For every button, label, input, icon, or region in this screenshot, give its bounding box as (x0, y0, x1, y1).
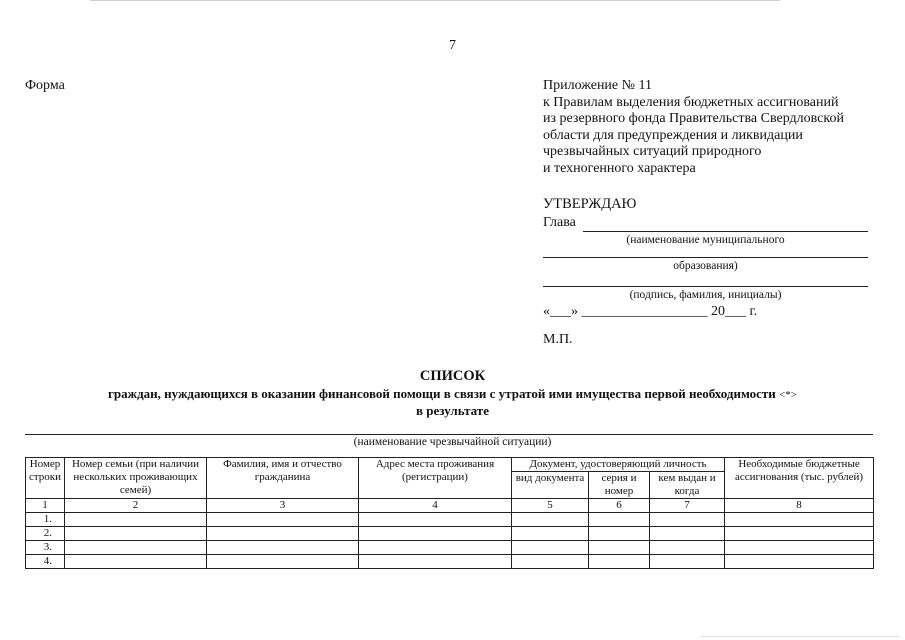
table-cell (65, 527, 207, 541)
table-cell (359, 513, 512, 527)
municipality-caption: (наименование муниципального (626, 234, 785, 246)
header-doc-series: серия и номер (589, 472, 650, 499)
municipality-caption-cont: образования) (673, 260, 738, 272)
table-cell (725, 555, 874, 569)
header-budget: Необходимые бюджетные ассигнования (тыс. рублей) (725, 458, 874, 499)
table-cell (725, 513, 874, 527)
municipality-line (543, 257, 868, 258)
table-cell (650, 513, 725, 527)
table-cell (65, 513, 207, 527)
citizens-table (25, 457, 874, 569)
form-label: Форма (25, 78, 65, 93)
table-cell (725, 527, 874, 541)
column-number: 2 (65, 499, 207, 513)
column-number: 1 (26, 499, 65, 513)
head-name-line (583, 231, 868, 232)
header-row-number: Номер строки (26, 458, 65, 499)
table-cell (207, 527, 359, 541)
table-cell (65, 555, 207, 569)
column-number: 3 (207, 499, 359, 513)
table-row (26, 541, 874, 555)
table-cell (512, 513, 589, 527)
table-cell (65, 541, 207, 555)
appendix-line: к Правилам выделения бюджетных ассигнований (543, 94, 839, 110)
column-number: 8 (725, 499, 874, 513)
header-family-number: Номер семьи (при наличии нескольких проживающих семей) (65, 458, 207, 499)
header-full-name: Фамилия, имя и отчество гражданина (207, 458, 359, 499)
table-cell (589, 513, 650, 527)
page-number: 7 (449, 38, 456, 53)
table-cell (207, 541, 359, 555)
table-cell (512, 555, 589, 569)
table-cell (650, 555, 725, 569)
seal-placeholder: М.П. (543, 332, 573, 347)
table-row (26, 513, 874, 527)
column-number-row (26, 499, 874, 513)
table-cell (650, 541, 725, 555)
scan-edge-line (90, 0, 780, 1)
table-cell (589, 541, 650, 555)
emergency-name-line (25, 434, 873, 435)
table-cell (359, 555, 512, 569)
row-number: 2. (26, 527, 65, 541)
table-cell (207, 513, 359, 527)
list-title: СПИСОК (419, 368, 486, 384)
appendix-line: Приложение № 11 (543, 78, 652, 93)
appendix-line: из резервного фонда Правительства Свердловской (543, 111, 844, 126)
appendix-line: и техногенного характера (543, 160, 696, 176)
table-cell (589, 527, 650, 541)
head-label: Глава (543, 215, 576, 230)
approval-title: УТВЕРЖДАЮ (543, 196, 637, 212)
header-address: Адрес места проживания (регистрации) (359, 458, 512, 499)
signature-caption: (подпись, фамилия, инициалы) (629, 289, 782, 301)
footnote-marker: <*> (779, 389, 797, 401)
header-doc-issued: кем выдан и когда (650, 472, 725, 499)
table-cell (207, 555, 359, 569)
header-doc-type: вид документа (512, 472, 589, 499)
table-cell (359, 541, 512, 555)
scan-edge-line (700, 636, 900, 637)
appendix-line: области для предупреждения и ликвидации (543, 127, 803, 143)
signature-line (543, 286, 868, 287)
table-row (26, 527, 874, 541)
column-number: 7 (650, 499, 725, 513)
appendix-line: чрезвычайных ситуаций природного (543, 144, 762, 159)
table-row (26, 555, 874, 569)
column-number: 5 (512, 499, 589, 513)
row-number: 1. (26, 513, 65, 527)
table-cell (512, 541, 589, 555)
table-cell (589, 555, 650, 569)
column-number: 6 (589, 499, 650, 513)
header-id-document: Документ, удостоверяющий личность (512, 458, 725, 472)
column-number: 4 (359, 499, 512, 513)
list-subtitle (0, 386, 905, 419)
approval-date: «___» __________________ 20___ г. (543, 304, 758, 319)
table-cell (359, 527, 512, 541)
table-cell (725, 541, 874, 555)
table-cell (512, 527, 589, 541)
subtitle-text-cont: в результате (416, 403, 489, 418)
subtitle-text: граждан, нуждающихся в оказании финансовой помощи в связи с утратой ими имущества первой необходимости (108, 386, 776, 401)
table-cell (650, 527, 725, 541)
emergency-caption: (наименование чрезвычайной ситуации) (353, 436, 552, 448)
header-row (26, 458, 874, 472)
appendix-block (543, 78, 888, 177)
row-number: 3. (26, 541, 65, 555)
row-number: 4. (26, 555, 65, 569)
